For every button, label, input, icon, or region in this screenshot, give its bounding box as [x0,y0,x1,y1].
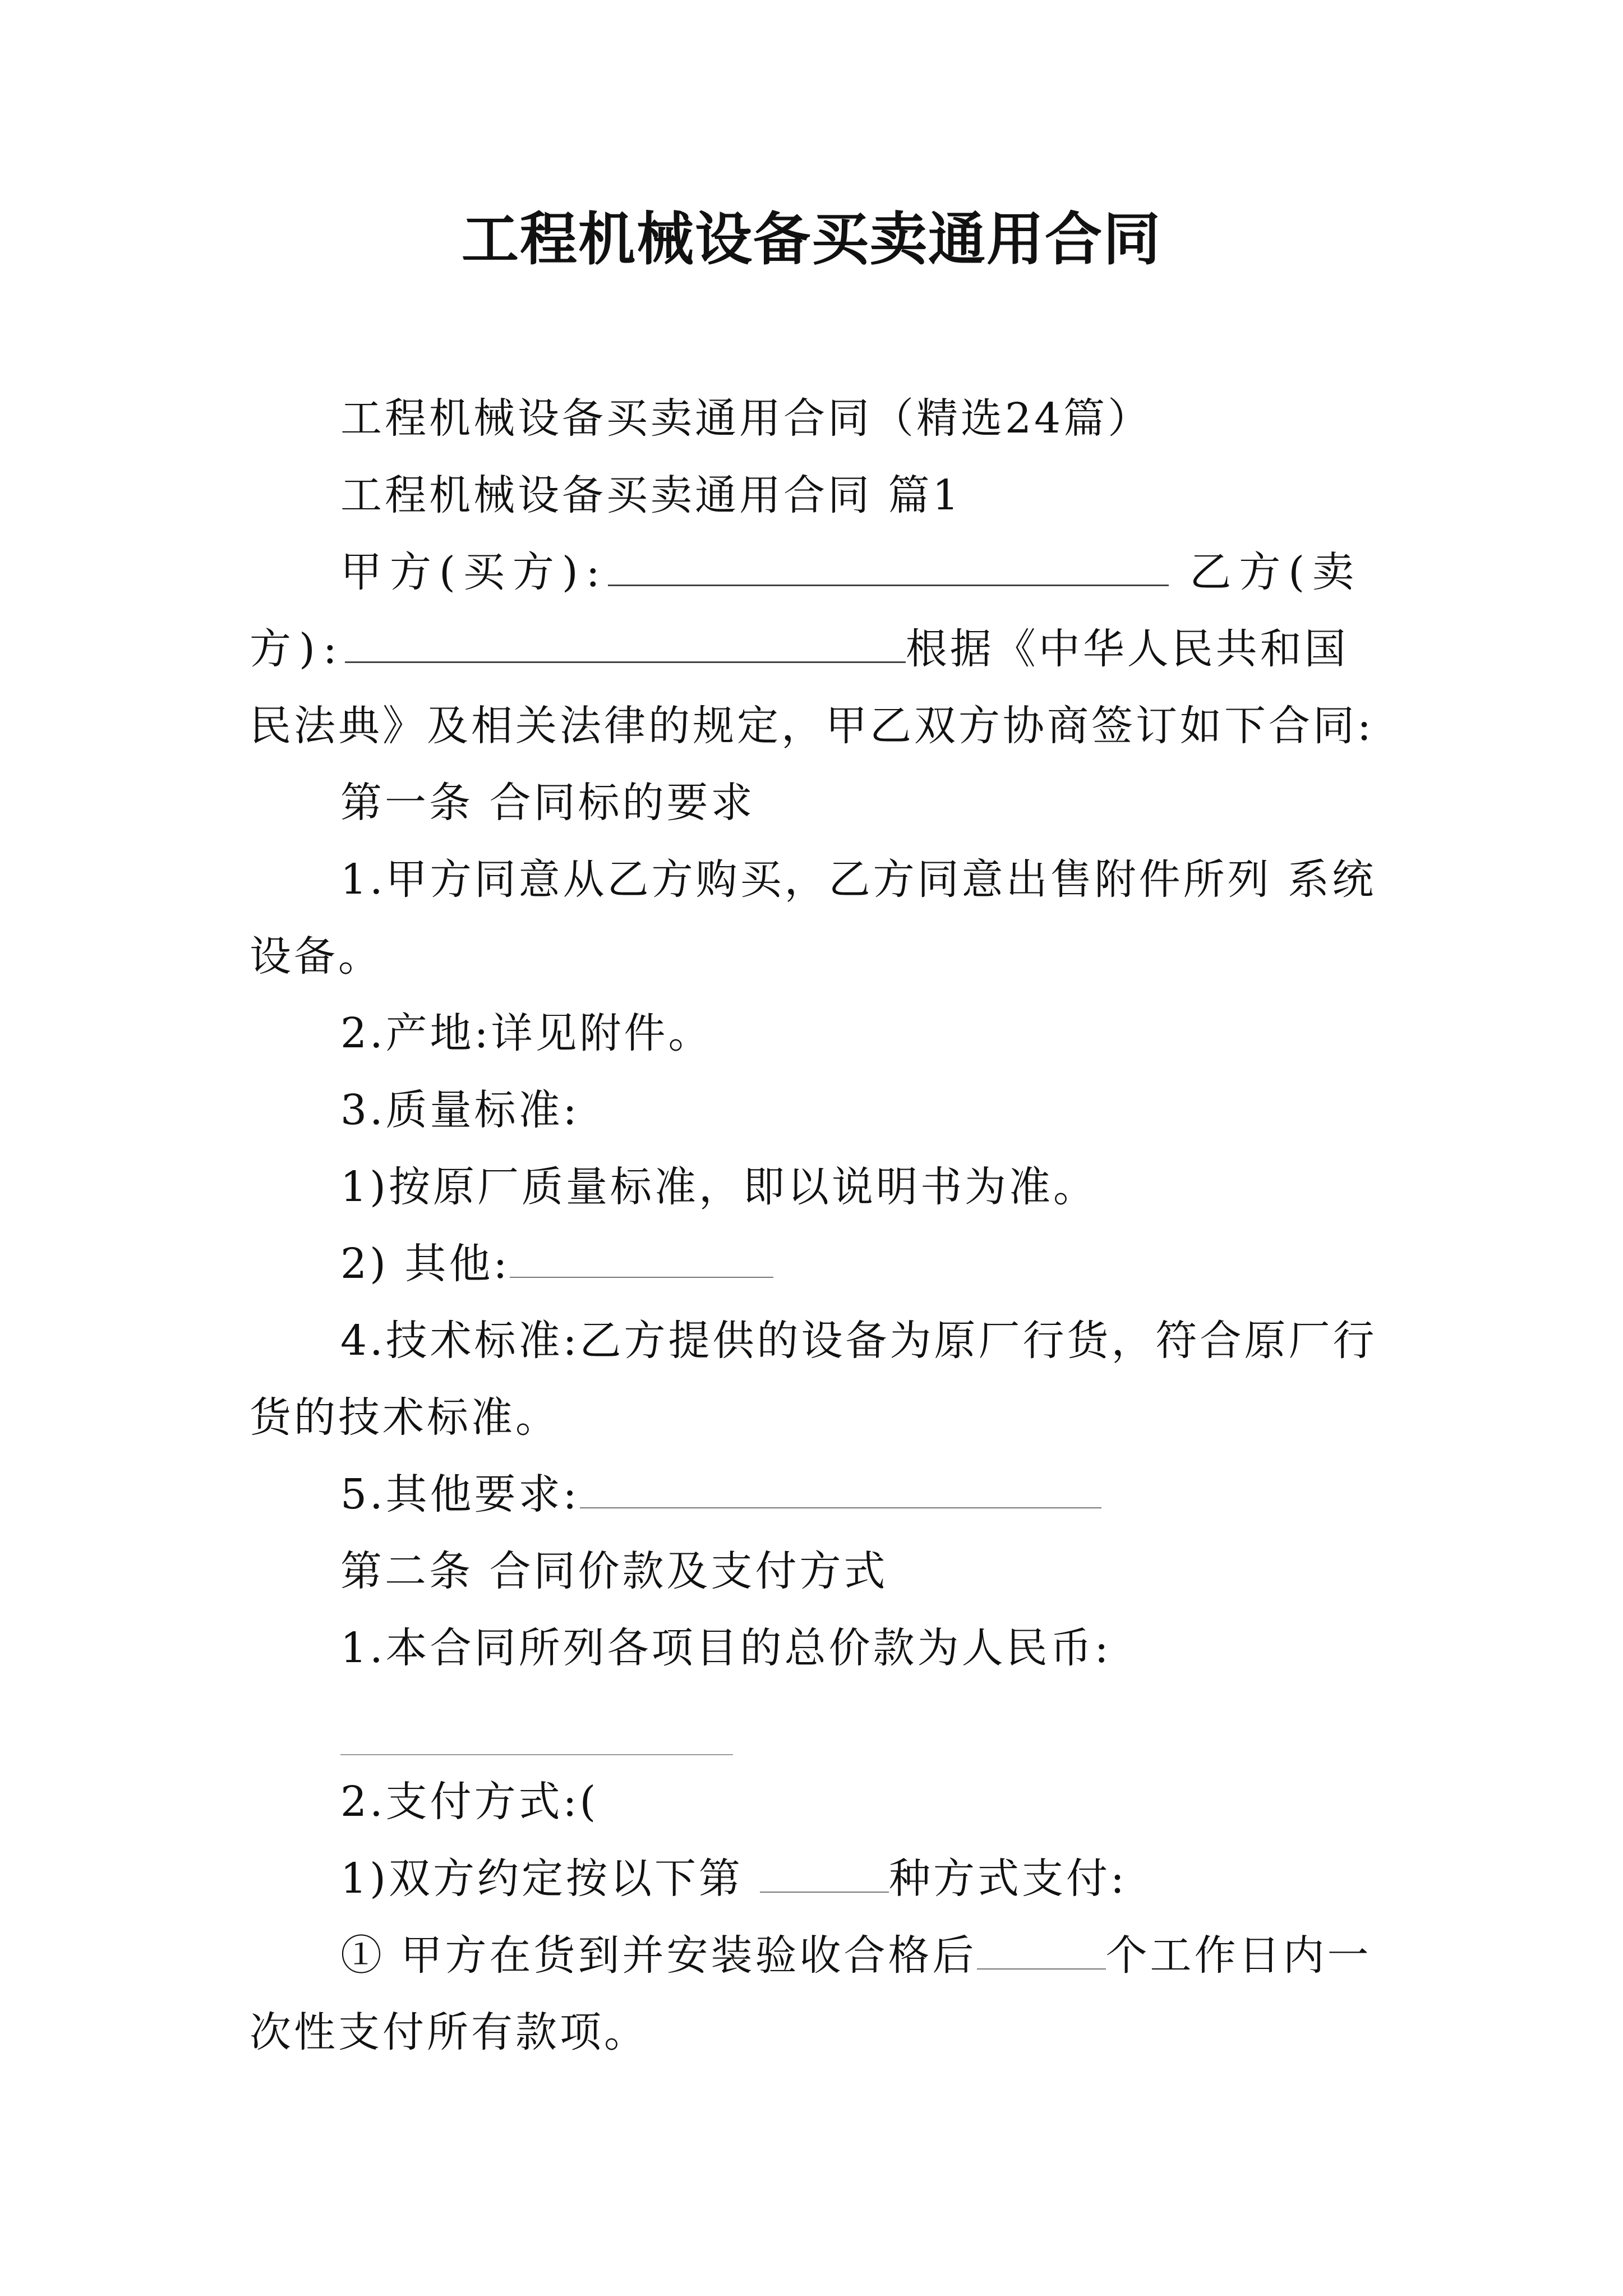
party-a-label: 甲方(买方): [340,548,608,596]
clause-1-4: 4.技术标准:乙方提供的设备为原厂行货，符合原厂行货的技术标准。 [250,1317,1377,1442]
clause-1-2: 2.产地:详见附件。 [340,1009,713,1057]
payment-option-1 [250,1917,1382,2071]
clause-1-1: 1.甲方同意从乙方购买，乙方同意出售附件所列 系统设备。 [250,855,1377,981]
payment-option-blank [760,1847,889,1893]
clause-1-3: 3.质量标准: [340,1086,580,1134]
section-2-heading: 第二条 合同价款及支付方式 [340,1547,888,1595]
document-body [250,380,1382,2071]
party-b-label: 乙方(卖方): [250,548,1362,673]
clause-1-5-text: 5.其他要求: [340,1470,580,1519]
party-a-blank [608,540,1169,586]
paragraph-parties [250,534,1382,765]
document-title: 工程机械设备买卖通用合同 [462,206,1161,273]
total-price-blank-line [250,1687,1382,1764]
legal-basis-text: 根据《中华人民共和国民法典》及相关法律的规定，甲乙双方协商签订如下合同: [250,625,1374,750]
other-requirements-blank [580,1462,1101,1508]
party-b-blank [345,616,906,663]
clause-2-1: 1.本合同所列各项目的总价款为人民币: [340,1624,1112,1672]
total-price-blank [340,1709,733,1755]
clause-1-3-2-text: 2) 其他: [340,1240,510,1288]
section-1-heading: 第一条 合同标的要求 [340,779,755,827]
paragraph-article-heading: 工程机械设备买卖通用合同 篇1 [340,471,962,519]
clause-1-3-2 [250,1226,1382,1303]
clause-1-5 [250,1456,1382,1533]
clause-2-2: 2.支付方式:( [340,1778,599,1826]
payment-option-1-text-b: 个工作日内一次性支付所有款项。 [250,1931,1372,2056]
clause-2-2-1-text-a: 1)双方约定按以下第 [340,1855,743,1903]
clause-2-2-1 [250,1841,1382,1917]
clause-1-3-1: 1)按原厂质量标准，即以说明书为准。 [340,1163,1098,1211]
payment-option-1-text-a: ① 甲方在货到并安装验收合格后 [340,1931,977,1980]
clause-2-2-1-text-b: 种方式支付: [888,1855,1127,1903]
working-days-blank [977,1924,1106,1970]
other-quality-blank [510,1232,773,1278]
paragraph-subtitle: 工程机械设备买卖通用合同（精选24篇） [340,394,1152,443]
